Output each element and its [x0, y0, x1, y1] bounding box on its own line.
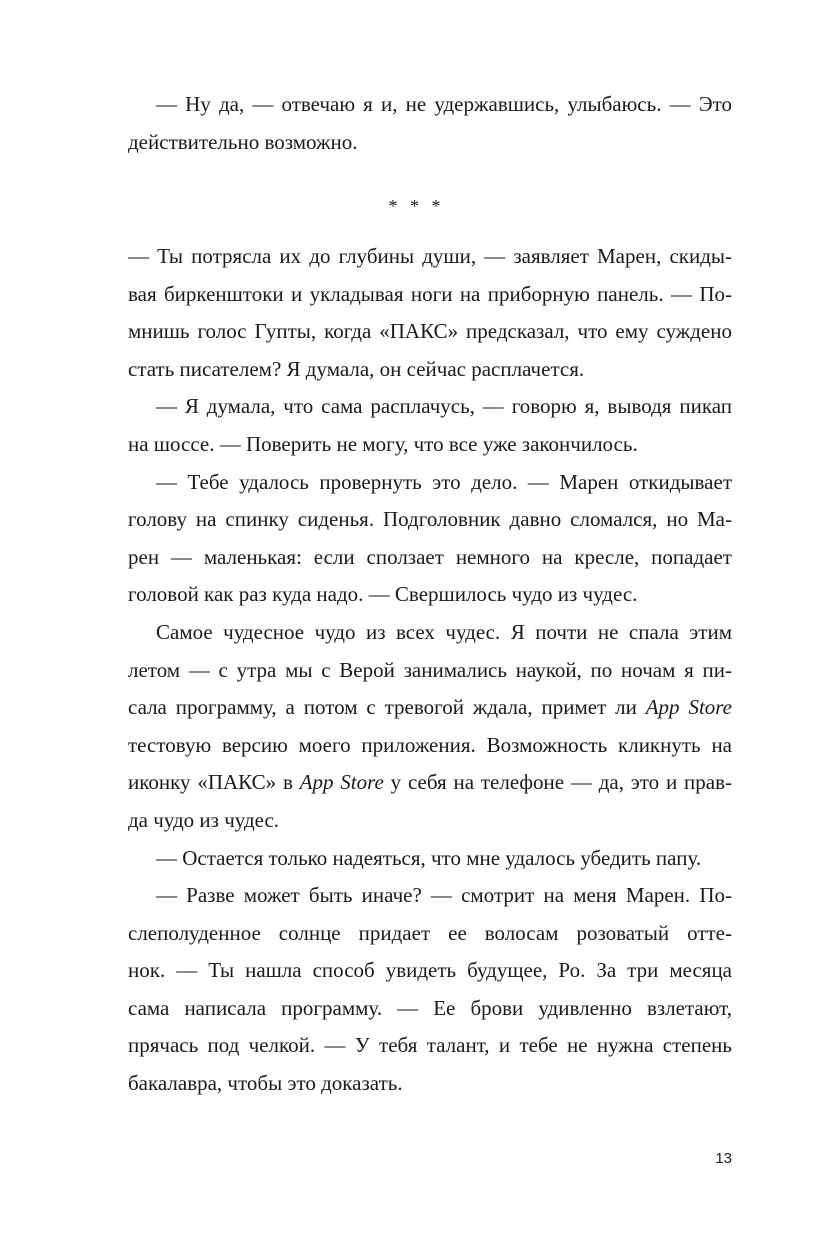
- text-line: — Разве может быть иначе? — смотрит на меня Марен. По-: [156, 883, 732, 908]
- text-run: иконку «ПАКС» в: [128, 770, 300, 795]
- section-separator: * * *: [388, 196, 445, 216]
- text-line: — Ты потрясла их до глубины души, — заявляет Марен, скиды-: [128, 244, 732, 268]
- text-line: вая биркенштоки и укладывая ноги на приборную панель. — По-: [128, 281, 732, 306]
- text-line-appstore: [128, 689, 732, 727]
- text-line: сама написала программу. — Ее брови удивленно взлетают,: [128, 995, 732, 1020]
- text-line: — Я думала, что сама расплачусь, — говорю я, выводя пикап: [156, 394, 732, 419]
- text-line: рен — маленькая: если сползает немного на кресле, попадает: [128, 544, 732, 569]
- text-line: слеполуденное солнце придает ее волосам розоватый отте-: [128, 920, 732, 945]
- text-line: — Ну да, — отвечаю я и, не удержавшись, улыбаюсь. — Это: [156, 92, 732, 116]
- text-line: голову на спинку сиденья. Подголовник давно сломался, но Ма-: [128, 507, 732, 532]
- text-line: летом — с утра мы с Верой занимались наукой, по ночам я пи-: [128, 657, 732, 682]
- text-line: нок. — Ты нашла способ увидеть будущее, Ро. За три месяца: [128, 958, 732, 983]
- text-line: прячась под челкой. — У тебя талант, и тебе не нужна степень: [128, 1033, 732, 1058]
- text-line: на шоссе. — Поверить не могу, что все уже закончилось.: [128, 431, 638, 456]
- text-section-main: [128, 238, 732, 1103]
- text-line: бакалавра, чтобы это доказать.: [128, 1071, 403, 1096]
- text-line: тестовую версию моего приложения. Возможность кликнуть на: [128, 732, 732, 757]
- text-run: сала программу, а потом с тревогой ждала, примет ли: [128, 695, 646, 720]
- text-line: мнишь голос Гупты, когда «ПАКС» предсказал, что ему суждено: [128, 319, 732, 344]
- app-store-term: App Store: [645, 695, 732, 720]
- text-line: стать писателем? Я думала, он сейчас расплачется.: [128, 356, 585, 381]
- text-line: — Остается только надеяться, что мне удалось убедить папу.: [156, 845, 702, 870]
- text-line: Самое чудесное чудо из всех чудес. Я почти не спала этим: [156, 619, 732, 644]
- text-line-appstore: [128, 764, 732, 802]
- page-number: 13: [715, 1150, 732, 1167]
- text-line: действительно возможно.: [128, 129, 358, 154]
- text-line: — Тебе удалось провернуть это дело. — Марен откидывает: [156, 469, 732, 494]
- text-line: головой как раз куда надо. — Свершилось чудо из чудес.: [128, 582, 638, 607]
- app-store-term: App Store: [299, 770, 384, 795]
- text-run: у себя на телефоне — да, это и прав-: [383, 770, 732, 795]
- text-line: да чудо из чудес.: [128, 807, 280, 832]
- text-section-top: [128, 86, 732, 161]
